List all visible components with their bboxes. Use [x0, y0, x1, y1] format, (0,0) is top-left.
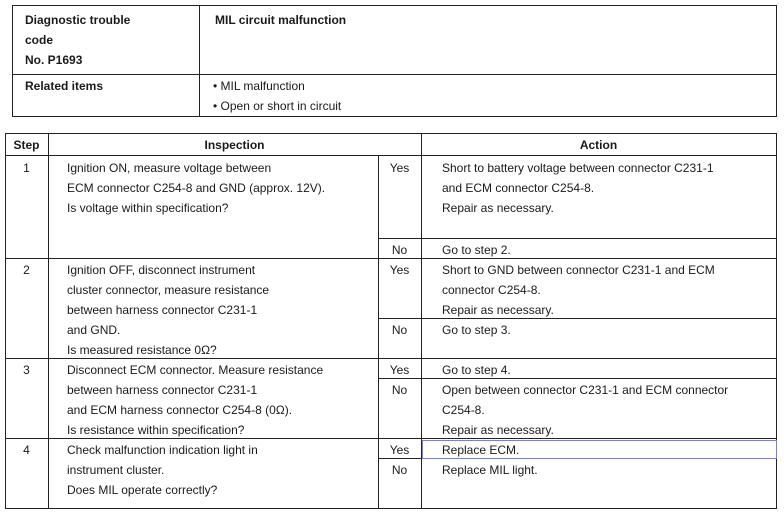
no-label: No — [391, 383, 408, 397]
no-action: Open between connector C231-1 and ECM connector C254-8. Repair as necessary. — [442, 383, 729, 437]
no-action: Replace MIL light. — [442, 463, 538, 477]
no-action: Go to step 2. — [442, 243, 511, 257]
yes-label: Yes — [389, 263, 410, 277]
yes-action: Go to step 4. — [442, 363, 511, 377]
column-header-action: Action — [579, 138, 618, 152]
inspection-text: Ignition ON, measure voltage between ECM connector C254-8 and GND (approx. 12V). Is voltage within specification? — [67, 161, 326, 215]
yes-label: Yes — [389, 443, 410, 457]
step-number: 1 — [23, 161, 30, 175]
related-item: • Open or short in circuit — [213, 99, 342, 113]
related-item: • MIL malfunction — [213, 79, 305, 93]
no-action: Go to step 3. — [442, 323, 511, 337]
inspection-text: Disconnect ECM connector. Measure resistance between harness connector C231-1 and ECM harness connector C254-8 (0Ω). Is resistance within specification? — [67, 363, 324, 437]
yes-action: Short to battery voltage between connector C231-1 and ECM connector C254-8. Repair as necessary. — [442, 161, 714, 215]
step-number: 3 — [23, 363, 30, 377]
yes-label: Yes — [389, 161, 410, 175]
related-items-list — [213, 76, 341, 116]
no-label: No — [391, 243, 408, 257]
inspection-text: Ignition OFF, disconnect instrument cluster connector, measure resistance between harness connector C231-1 and GND. Is measured resistance 0Ω? — [67, 263, 270, 357]
no-label: No — [391, 463, 408, 477]
step-number: 2 — [23, 263, 30, 277]
inspection-text: Check malfunction indication light in instrument cluster. Does MIL operate correctly? — [67, 443, 258, 497]
column-header-inspection: Inspection — [204, 138, 265, 152]
dtc-title: MIL circuit malfunction — [215, 13, 347, 27]
yes-action: Replace ECM. — [442, 443, 520, 457]
dtc-label: Diagnostic trouble code No. P1693 — [25, 13, 131, 67]
yes-label: Yes — [389, 363, 410, 377]
column-header-step: Step — [13, 138, 40, 152]
no-label: No — [391, 323, 408, 337]
step-number: 4 — [23, 443, 30, 457]
related-items-label: Related items — [25, 79, 104, 93]
yes-action: Short to GND between connector C231-1 and ECM connector C254-8. Repair as necessary. — [442, 263, 715, 317]
